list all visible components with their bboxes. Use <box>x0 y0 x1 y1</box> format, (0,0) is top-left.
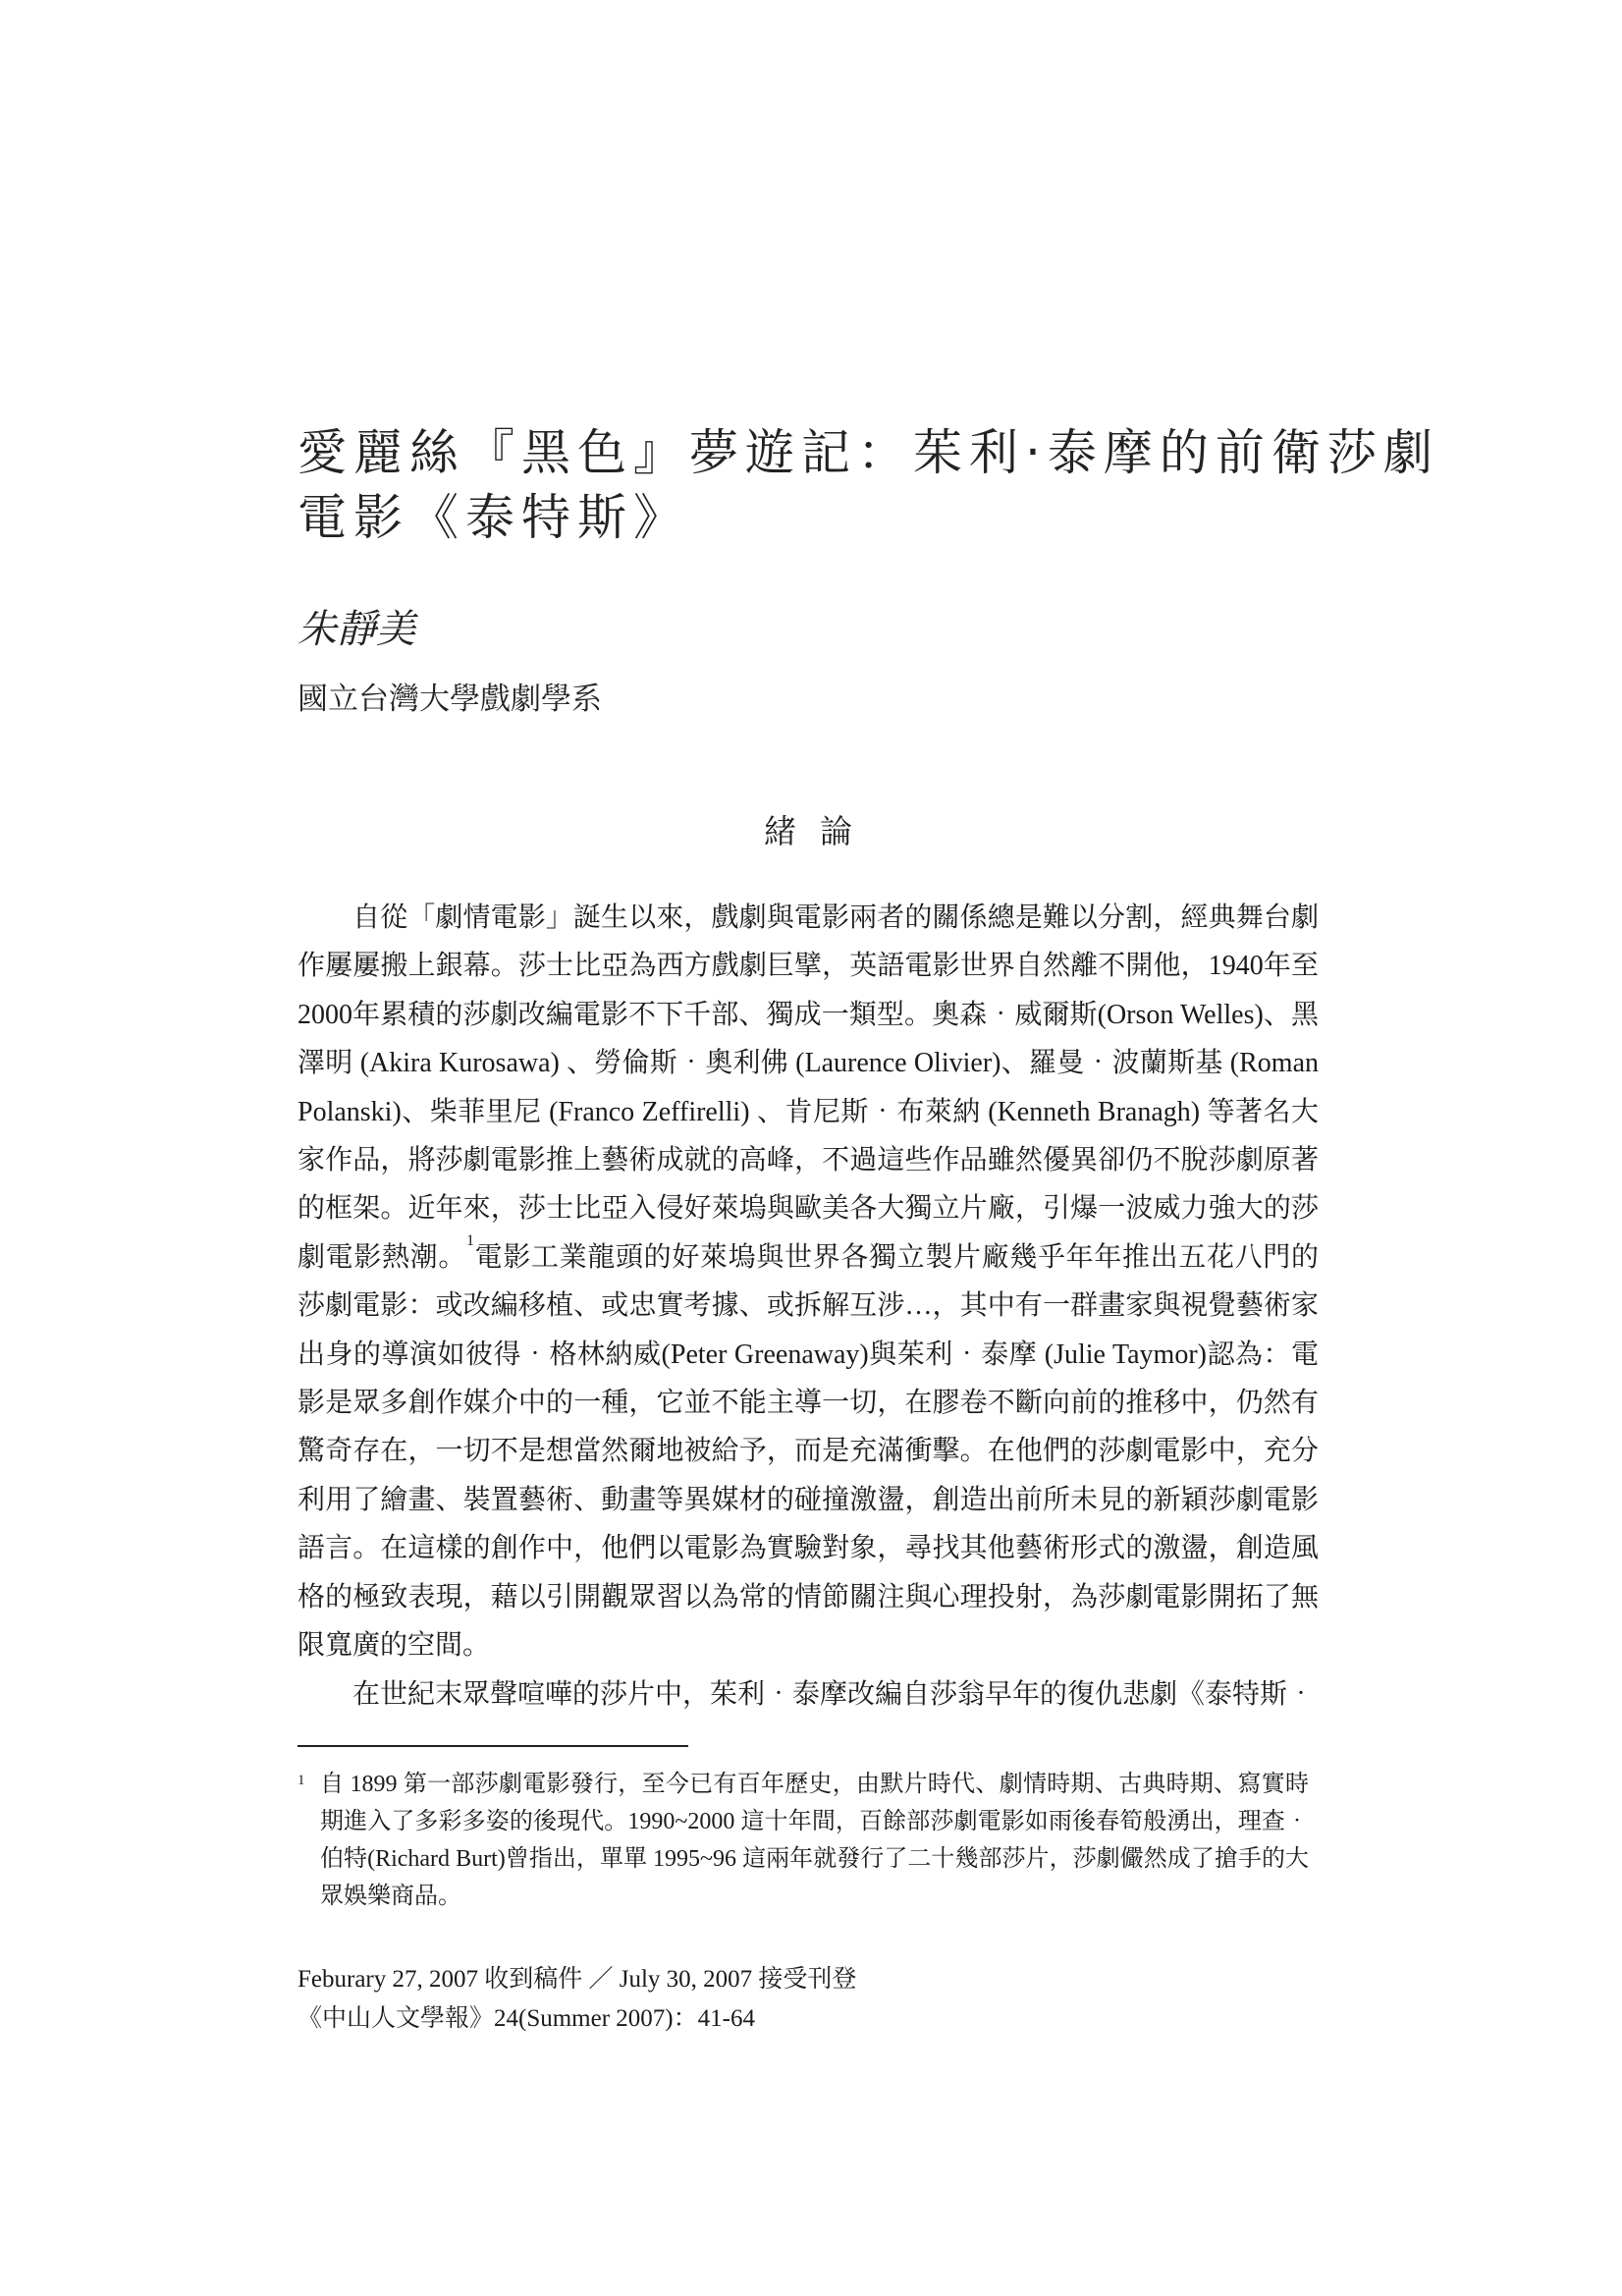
section-heading-introduction: 緒論 <box>764 812 876 850</box>
footnote-divider <box>297 1745 688 1747</box>
footnote-number: 1 <box>297 1773 305 1788</box>
title-line-2: 電影《泰特斯》 <box>297 489 689 546</box>
paper-title <box>297 420 1439 550</box>
author-name: 朱靜美 <box>297 607 415 652</box>
body-paragraph-1 <box>297 894 1319 1670</box>
author-affiliation: 國立台灣大學戲劇學系 <box>297 682 602 717</box>
footnote-text: 自 1899 第一部莎劇電影發行，至今已有百年歷史，由默片時代、劇情時期、古典時期、寫實時期進入了多彩多姿的後現代。1990~2000 這十年間，百餘部莎劇電影如雨後春筍般湧出，理查‧伯特(Richard Burt)曾指出，單單 1995~96 這兩年就發行了二十幾部莎片，莎劇儼然成了搶手的大眾娛樂商品。 <box>320 1772 1309 1909</box>
body-paragraph-2: 在世紀末眾聲喧嘩的莎片中，茱利‧泰摩改編自莎翁早年的復仇悲劇《泰特斯‧ <box>352 1678 1316 1710</box>
received-accepted-dates: Feburary 27, 2007 收到稿件 ／ July 30, 2007 接受刊登 <box>297 1966 857 1993</box>
title-line-1: 愛麗絲『黑色』夢遊記：茱利‧泰摩的前衛莎劇 <box>297 424 1439 481</box>
footnote-1 <box>297 1766 1309 1915</box>
body-text <box>297 894 1319 1719</box>
footnote-reference-1[interactable]: 1 <box>466 1231 474 1249</box>
journal-citation: 《中山人文學報》24(Summer 2007)：41-64 <box>297 2005 755 2032</box>
publication-info <box>297 1960 856 2039</box>
paragraph-1-part-2: 電影工業龍頭的好萊塢與世界各獨立製片廠幾乎年年推出五花八門的莎劇電影：或改編移植、或忠實考據、或拆解互涉…，其中有一群畫家與視覺藝術家出身的導演如彼得‧格林納威(Peter Greenaway)與茱利‧泰摩 (Julie Taymor)認為：電影是眾多創作媒介中的一種，它並不能主導一切，在膠卷不斷向前的推移中，仍然有驚奇存在，一切不是想當然爾地被給予，而是充滿衝擊。在他們的莎劇電影中，充分利用了繪畫、裝置藝術、動畫等異媒材的碰撞激盪，創造出前所未見的新穎莎劇電影語言。在這樣的創作中，他們以電影為實驗對象，尋找其他藝術形式的激盪，創造風格的極致表現，藉以引開觀眾習以為常的情節關注與心理投射，為莎劇電影開拓了無限寬廣的空間。 <box>297 1241 1319 1662</box>
paragraph-1-part-1: 自從「劇情電影」誕生以來，戲劇與電影兩者的關係總是難以分割，經典舞台劇作屢屢搬上銀幕。莎士比亞為西方戲劇巨擘，英語電影世界自然離不開他，1940年至2000年累積的莎劇改編電影不下千部、獨成一類型。奧森‧威爾斯(Orson Welles)、黑澤明 (Akira Kurosawa) 、勞倫斯‧奧利佛 (Laurence Olivier)、羅曼‧波蘭斯基 (Roman Polanski)、柴菲里尼 (Franco Zeffirelli) 、肯尼斯‧布萊納 (Kenneth Branagh) 等著名大家作品，將莎劇電影推上藝術成就的高峰，不過這些作品雖然優異卻仍不脫莎劇原著的框架。近年來，莎士比亞入侵好萊塢與歐美各大獨立片廠，引爆一波威力強大的莎劇電影熱潮。 <box>297 902 1319 1273</box>
